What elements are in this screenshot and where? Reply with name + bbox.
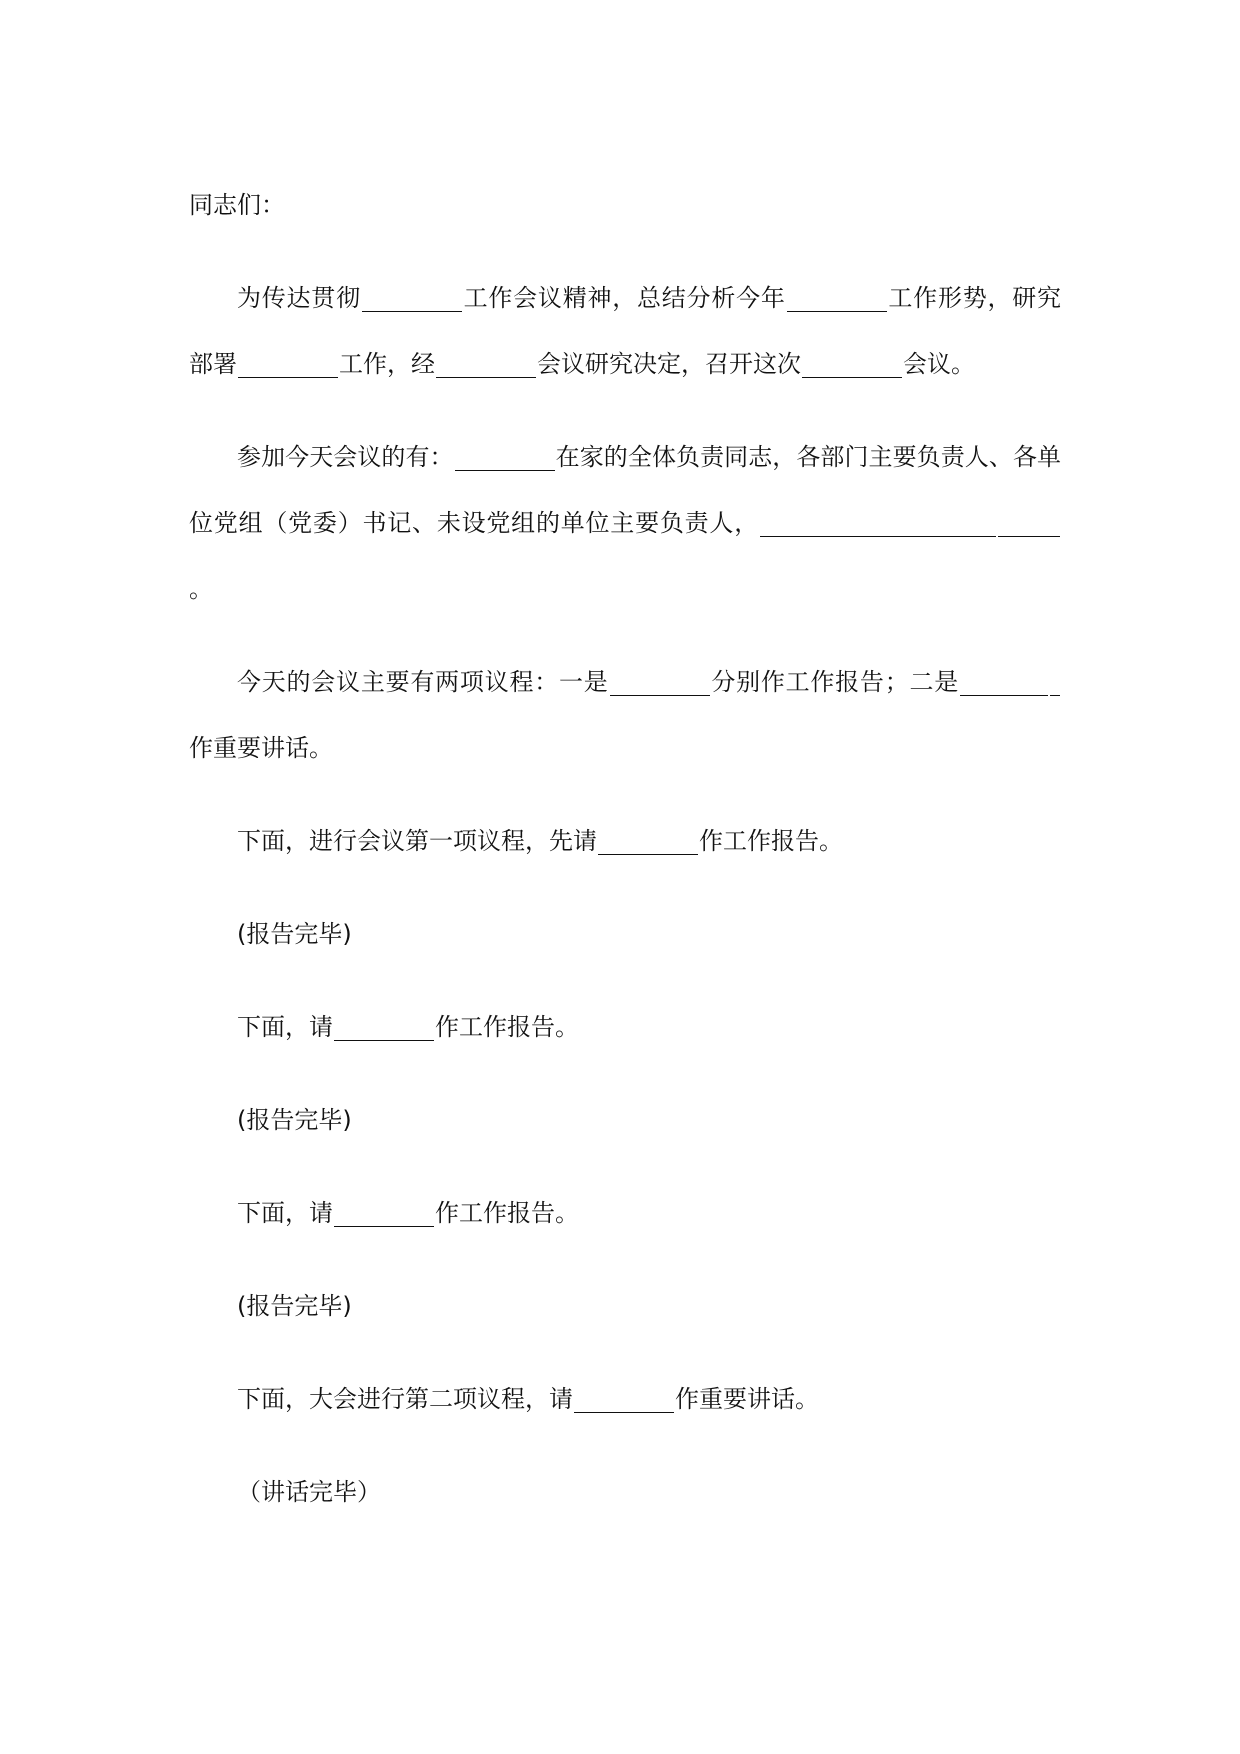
fill-blank[interactable] xyxy=(598,853,698,855)
fill-blank[interactable] xyxy=(436,376,536,378)
paragraph-third-report: 下面，请 作工作报告。 xyxy=(237,1199,579,1227)
fill-blank[interactable] xyxy=(455,469,555,471)
note-report-finished: (报告完毕) xyxy=(237,920,352,948)
fill-blank[interactable] xyxy=(334,1039,434,1041)
note-report-finished: (报告完毕) xyxy=(237,1106,352,1134)
fill-blank[interactable] xyxy=(362,310,462,312)
fill-blank[interactable] xyxy=(574,1411,674,1413)
fill-blank[interactable] xyxy=(802,376,902,378)
fill-blank[interactable] xyxy=(1050,694,1060,696)
fill-blank[interactable] xyxy=(960,694,1048,696)
paragraph-second-report: 下面，请 作工作报告。 xyxy=(237,1013,579,1041)
fill-blank[interactable] xyxy=(238,376,338,378)
paragraph-agenda: 今天的会议主要有两项议程：一是 分别作工作报告；二是作重要讲话。 xyxy=(189,649,1061,781)
fill-blank[interactable] xyxy=(787,310,887,312)
note-speech-finished: （讲话完毕） xyxy=(237,1478,381,1506)
paragraph-attendees: 参加今天会议的有： 在家的全体负责同志，各部门主要负责人、各单位党组（党委）书记、未设党组的单位主要负责人，。 xyxy=(189,443,1062,603)
paragraph-second-item: 下面，大会进行第二项议程，请 作重要讲话。 xyxy=(237,1385,819,1413)
paragraph-purpose: 为传达贯彻 工作会议精神，总结分析今年 工作形势，研究部署 工作，经 会议研究决定，召开这次 会议。 xyxy=(189,284,1062,378)
fill-blank[interactable] xyxy=(334,1225,434,1227)
paragraph-first-item: 下面，进行会议第一项议程，先请 作工作报告。 xyxy=(237,827,843,855)
salutation: 同志们： xyxy=(189,191,285,219)
fill-blank[interactable] xyxy=(760,535,996,537)
fill-blank[interactable] xyxy=(998,535,1060,537)
fill-blank[interactable] xyxy=(610,694,710,696)
note-report-finished: (报告完毕) xyxy=(237,1292,352,1320)
document-body xyxy=(189,172,1061,1552)
